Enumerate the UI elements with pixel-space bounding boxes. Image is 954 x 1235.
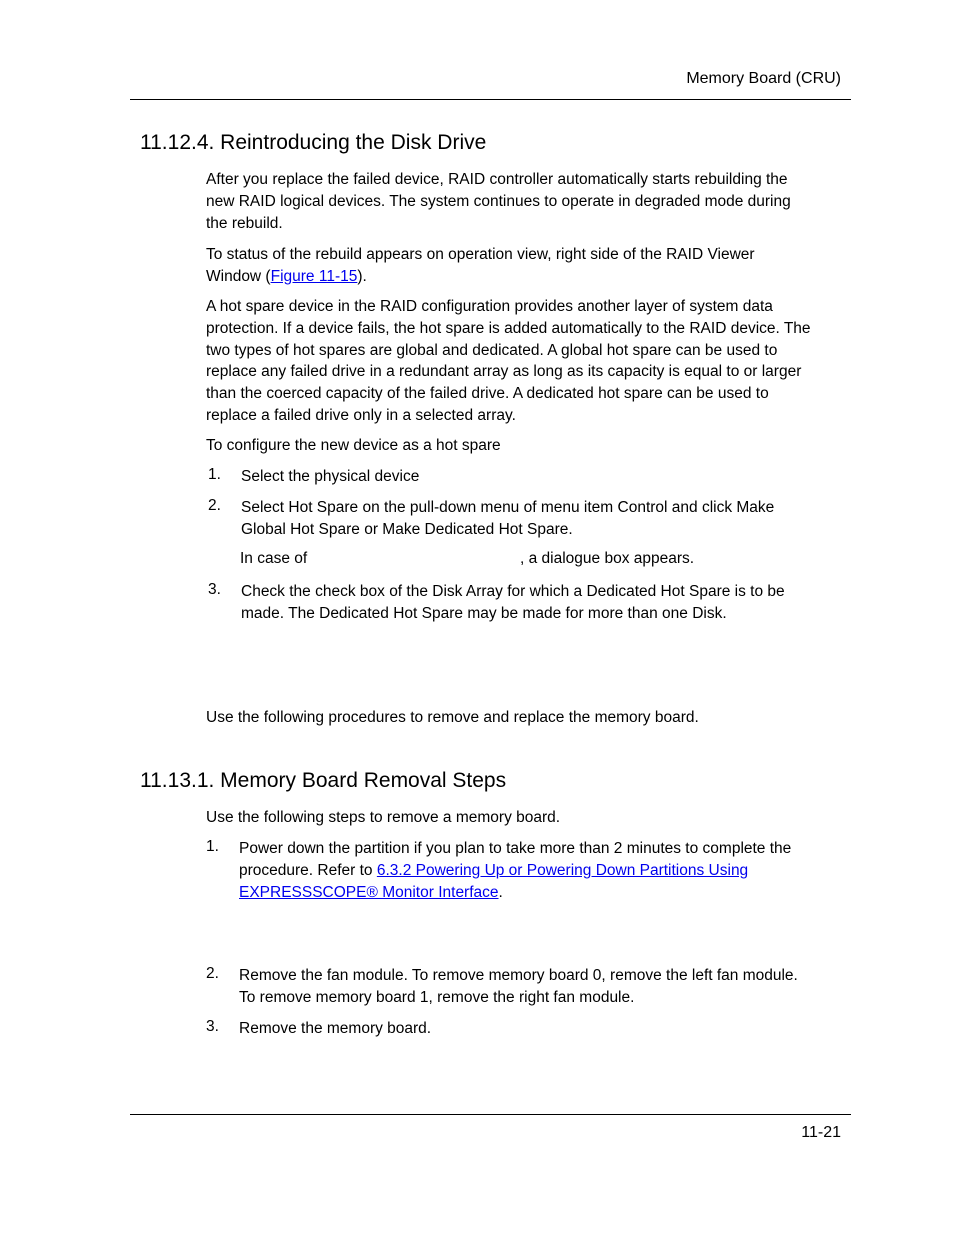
paragraph: To configure the new device as a hot spare [206, 437, 501, 454]
list-number: 1. [208, 466, 221, 483]
list-number: 2. [206, 965, 219, 982]
section-heading: 11.12.4. Reintroducing the Disk Drive [140, 131, 487, 154]
list-item-line: Select the physical device [241, 468, 420, 485]
cross-reference-link[interactable]: EXPRESSSCOPE® Monitor Interface [239, 883, 499, 901]
paragraph-line: than the coerced capacity of the failed drive. A dedicated hot spare can be used to [206, 385, 769, 403]
paragraph: Use the following steps to remove a memory board. [206, 809, 561, 826]
paragraph [206, 244, 846, 288]
list-number: 2. [208, 497, 221, 514]
running-header: Memory Board (CRU) [686, 70, 841, 87]
footer-rule [130, 1114, 851, 1115]
text-fragment: Window ( [206, 267, 271, 285]
paragraph-line: To status of the rebuild appears on operation view, right side of the RAID Viewer [206, 246, 755, 263]
list-item-line: Global Hot Spare or Make Dedicated Hot Spare. [241, 520, 573, 538]
text-fragment: . [498, 883, 503, 901]
paragraph-line: After you replace the failed device, RAID controller automatically starts rebuilding the [206, 171, 788, 188]
paragraph-line [206, 266, 846, 288]
list-item [239, 965, 798, 1009]
header-rule [130, 99, 851, 100]
list-item-line: Remove the fan module. To remove memory board 0, remove the left fan module. [239, 967, 798, 984]
note-prefix: In case of [240, 550, 308, 567]
paragraph-line: replace any failed drive in a redundant array as long as its capacity is equal to or larger [206, 363, 802, 381]
list-item [241, 581, 785, 625]
text-fragment: procedure. Refer to [239, 861, 377, 879]
paragraph [206, 296, 846, 427]
paragraph-line: two types of hot spares are global and dedicated. A global hot spare can be used to [206, 341, 778, 359]
list-item-line: made. The Dedicated Hot Spare may be made for more than one Disk. [241, 604, 727, 622]
list-item-line: Select Hot Spare on the pull-down menu of menu item Control and click Make [241, 499, 775, 516]
paragraph-line: new RAID logical devices. The system continues to operate in degraded mode during [206, 192, 791, 210]
list-item-line: Power down the partition if you plan to take more than 2 minutes to complete the [239, 840, 792, 857]
list-number: 3. [206, 1018, 219, 1035]
list-item-line [239, 860, 791, 882]
figure-link[interactable]: Figure 11-15 [270, 267, 358, 285]
list-item-line: To remove memory board 1, remove the right fan module. [239, 988, 635, 1006]
list-item [241, 497, 774, 541]
page-number: 11-21 [801, 1124, 841, 1141]
section-heading: 11.13.1. Memory Board Removal Steps [140, 769, 507, 792]
list-number: 3. [208, 581, 221, 598]
text-fragment: ). [357, 267, 367, 285]
list-item [239, 838, 791, 903]
paragraph: Use the following procedures to remove and replace the memory board. [206, 709, 699, 726]
list-item-line: Check the check box of the Disk Array for which a Dedicated Hot Spare is to be [241, 583, 785, 600]
list-item-line [239, 882, 791, 904]
cross-reference-link[interactable]: 6.3.2 Powering Up or Powering Down Partitions Using [376, 861, 749, 879]
paragraph-line: replace a failed drive only in a selected array. [206, 406, 516, 424]
paragraph [206, 169, 846, 234]
list-item [241, 466, 419, 488]
paragraph-line: protection. If a device fails, the hot spare is added automatically to the RAID device. The [206, 319, 811, 337]
note-suffix: , a dialogue box appears. [520, 550, 695, 567]
paragraph-line: A hot spare device in the RAID configuration provides another layer of system data [206, 298, 773, 315]
list-item: Remove the memory board. [239, 1020, 432, 1037]
paragraph-line: the rebuild. [206, 214, 283, 232]
list-number: 1. [206, 838, 219, 855]
